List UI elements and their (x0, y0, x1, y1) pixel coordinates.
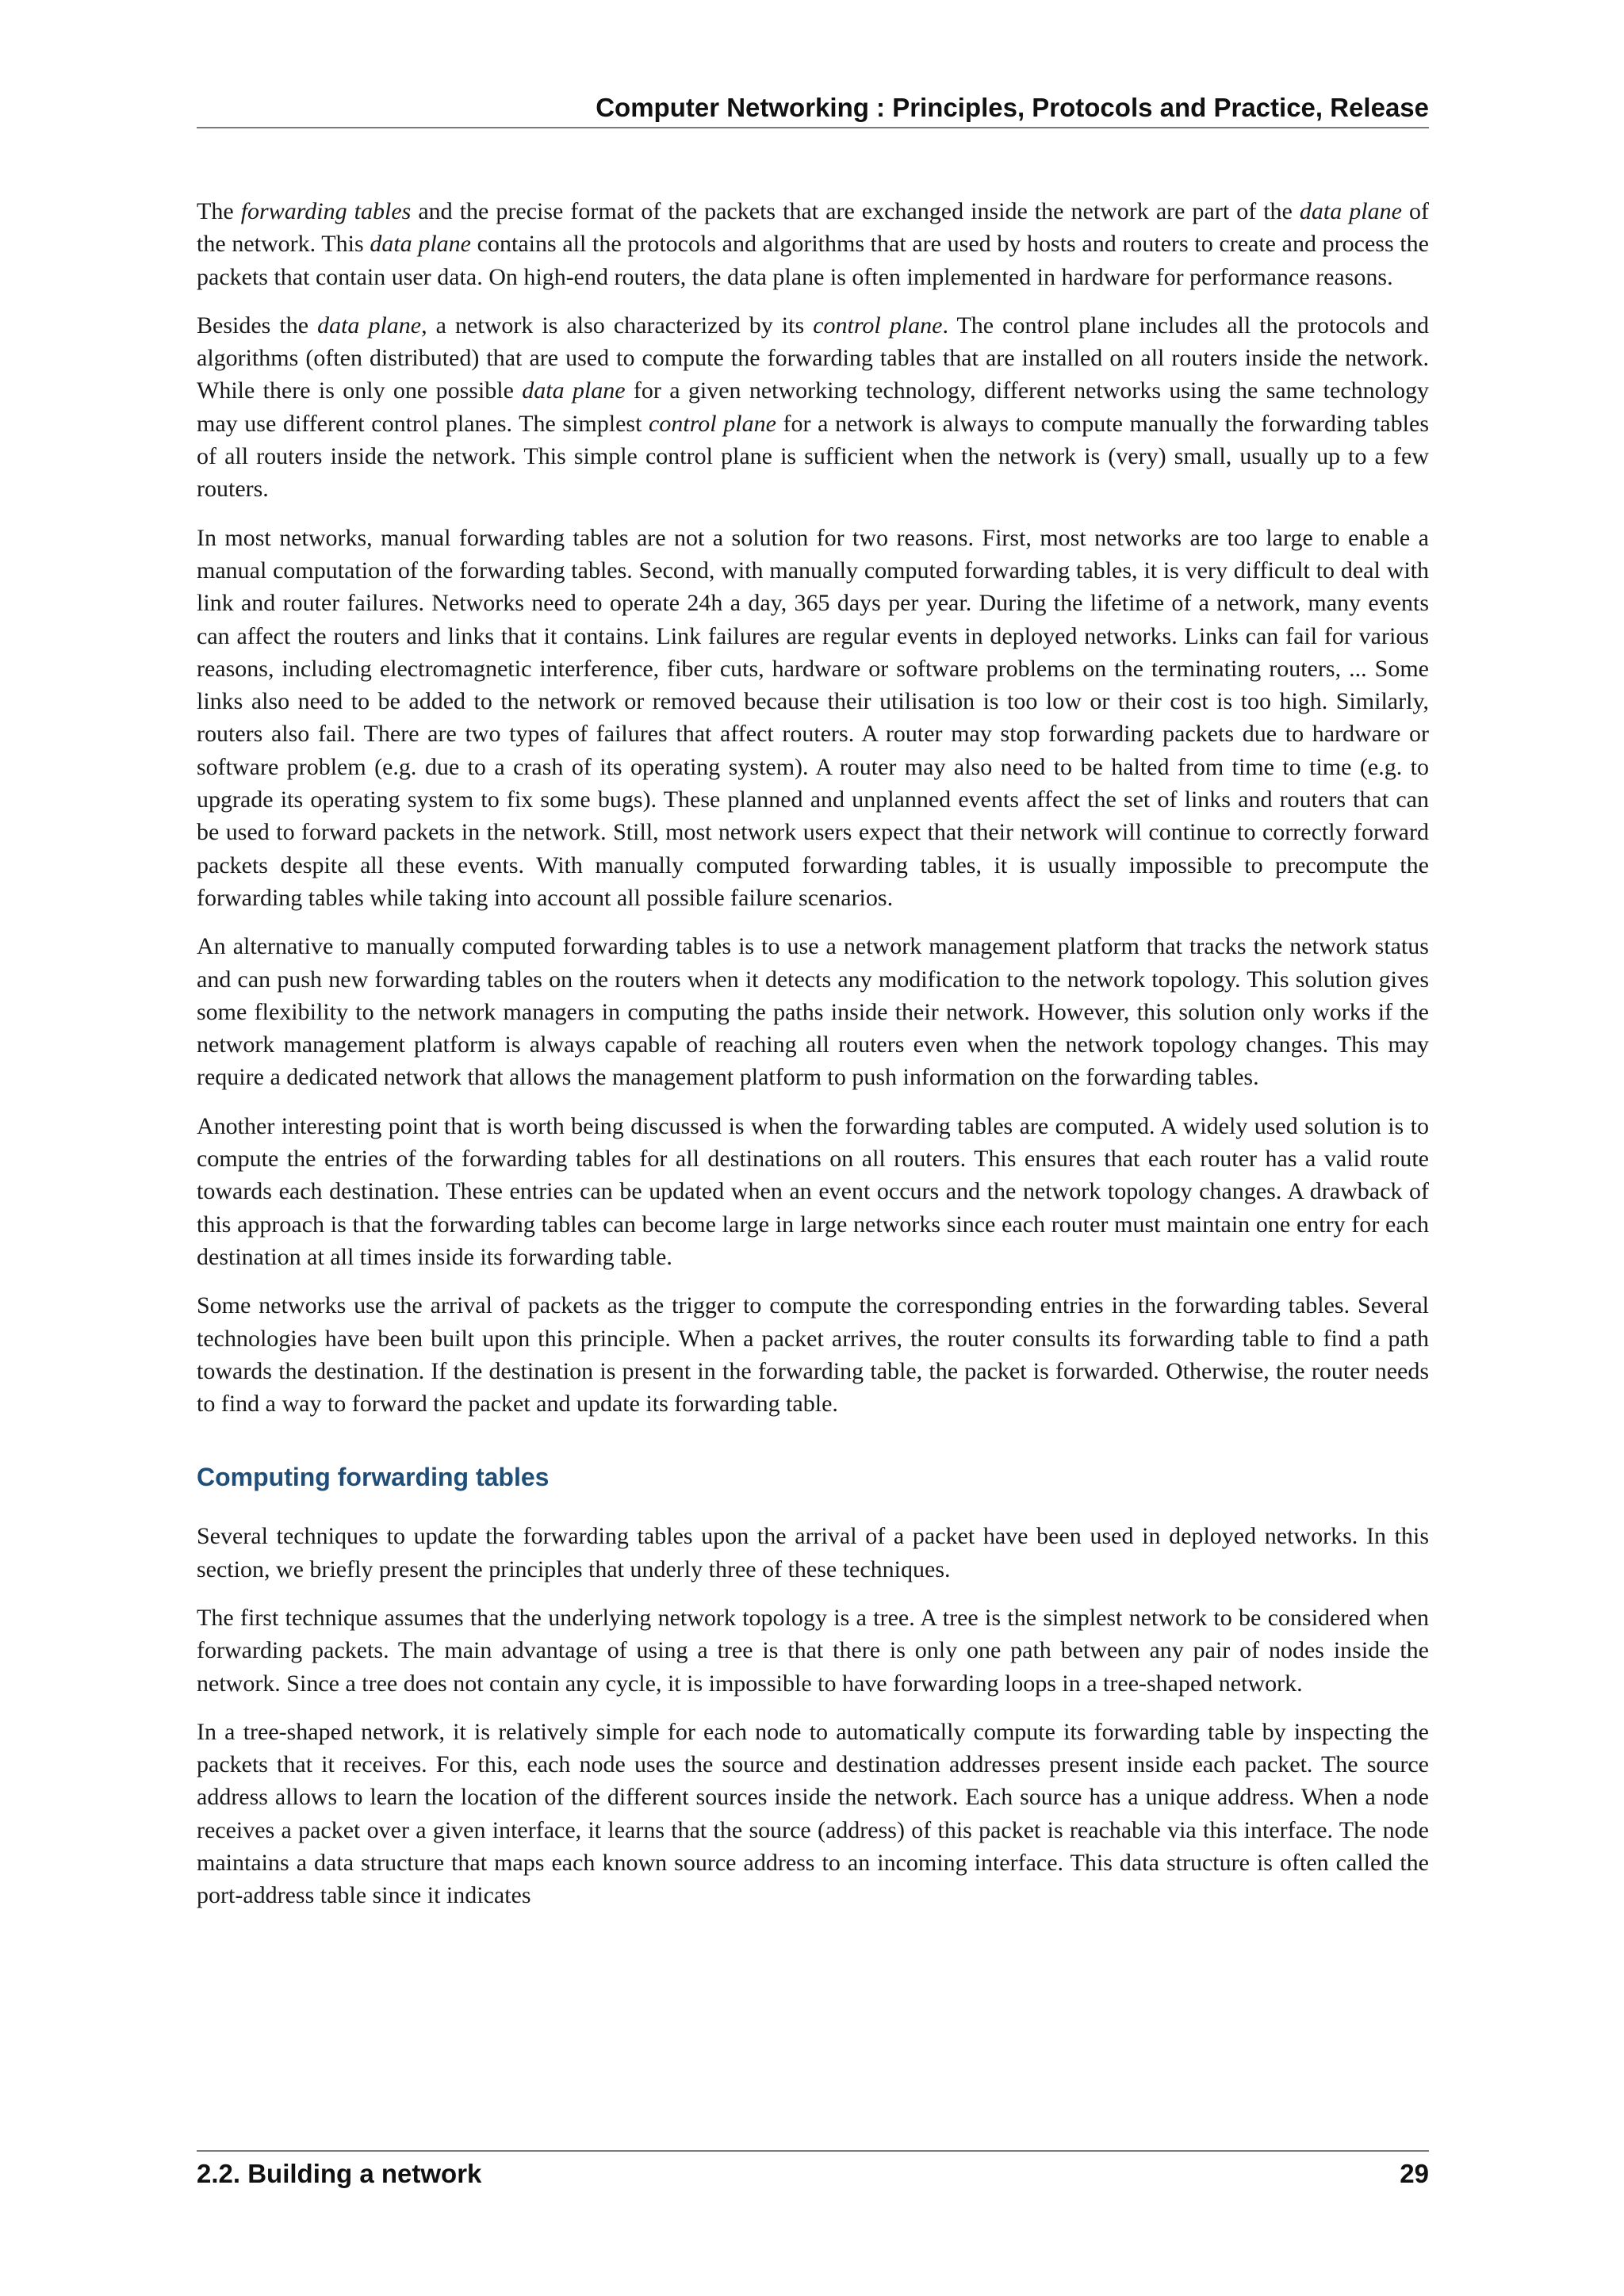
text-run: of the network. This (197, 198, 1429, 258)
paragraph-failures: In most networks, manual forwarding tables are not a solution for two reasons. First, most networks are too large to enable a manual computation of the forwarding tables. Second, with manually computed forwarding tables, it is very difficult to deal with link and router failures. Networks need to operate 24h a day, 365 days per year. During the lifetime of a network, many events can affect the routers and links that it contains. Link failures are regular events in deployed networks. Links can fail for various reasons, including electromagnetic interference, fiber cuts, hardware or software problems on the terminating routers, ... Some links also need to be added to the network or removed because their utilisation is too low or their cost is too high. Similarly, routers also fail. There are two types of failures that affect routers. A router may stop forwarding packets due to hardware or software problem (e.g. due to a crash of its operating system). A router may also need to be halted from time to time (e.g. to upgrade its operating system to fix some bugs). These planned and unplanned events affect the set of links and routers that can be used to forward packets in the network. Still, most network users expect that their network will continue to correctly forward packets despite all these events. With manually computed forwarding tables, it is usually impossible to precompute the forwarding tables while taking into account all possible failure scenarios. (197, 524, 1429, 911)
page-number: 29 (1400, 2159, 1429, 2188)
text-run: for a network is always to compute manually the forwarding tables of all routers inside the network. This simple control plane is sufficient when the network is (very) small, usually up to a few routers. (197, 410, 1429, 503)
emphasis: data plane (1299, 198, 1402, 224)
emphasis: control plane (813, 312, 943, 339)
paragraph-data-plane (197, 195, 1429, 293)
paragraph-tree-topology: The first technique assumes that the underlying network topology is a tree. A tree is the simplest network to be considered when forwarding packets. The main advantage of using a tree is that there is only one path between any pair of nodes inside the network. Since a tree does not contain any cycle, it is impossible to have forwarding loops in a tree-shaped network. (197, 1604, 1429, 1697)
emphasis: control plane (649, 410, 776, 437)
running-header (197, 89, 1429, 128)
emphasis: data plane (317, 312, 422, 339)
text-run: and the precise format of the packets that are exchanged inside the network are part of the (411, 198, 1300, 224)
text-run: contains all the protocols and algorithms that are used by hosts and routers to create and process the packets that contain user data. On high-end routers, the data plane is often implemented in hardware for performance reasons. (197, 231, 1429, 290)
emphasis: forwarding tables (240, 198, 412, 224)
text-run: Besides the (197, 312, 318, 339)
paragraph-techniques: Several techniques to update the forwarding tables upon the arrival of a packet have been used in deployed networks. In this section, we briefly present the principles that underly three of these techniques. (197, 1523, 1429, 1582)
emphasis: data plane (370, 231, 471, 258)
section-heading: Computing forwarding tables (197, 1463, 550, 1492)
header-title: Computer Networking : Principles, Protocols and Practice, Release (596, 93, 1429, 122)
paragraph-management-platform: An alternative to manually computed forwarding tables is to use a network management platform that tracks the network status and can push new forwarding tables on the routers when it detects any modification to the network topology. This solution gives some flexibility to the network managers in computing the paths inside their network. However, this solution only works if the network management platform is always capable of reaching all routers even when the network topology changes. This may require a dedicated network that allows the management platform to push information on the forwarding tables. (197, 933, 1429, 1091)
paragraph-tree-learning: In a tree-shaped network, it is relatively simple for each node to automatically compute its forwarding table by inspecting the packets that it receives. For this, each node uses the source and destination addresses present inside each packet. The source address allows to learn the location of the different sources inside the network. Each source has a unique address. When a node receives a packet over a given interface, it learns that the source (address) of this packet is reachable via this interface. The node maintains a data structure that maps each known source address to an incoming interface. This data structure is often called the port-address table since it indicates (197, 1718, 1429, 1909)
running-footer (197, 2150, 1429, 2196)
text-run: for a given networking technology, different networks using the same technology may use different control planes. The simplest (197, 377, 1429, 437)
text-run: , a network is also characterized by its (421, 312, 814, 339)
footer-section-title: 2.2. Building a network (197, 2159, 482, 2188)
paragraph-computation-timing: Another interesting point that is worth being discussed is when the forwarding tables are computed. A widely used solution is to compute the entries of the forwarding tables for all destinations on all routers. This ensures that each router has a valid route towards each destination. These entries can be updated when an event occurs and the network topology changes. A drawback of this approach is that the forwarding tables can become large in large networks since each router must maintain one entry for each destination at all times inside its forwarding table. (197, 1112, 1429, 1270)
document-page (197, 0, 1429, 2296)
paragraph-packet-trigger: Some networks use the arrival of packets as the trigger to compute the corresponding entries in the forwarding tables. Several technologies have been built upon this principle. When a packet arrives, the router consults its forwarding table to find a path towards the destination. If the destination is present in the forwarding table, the packet is forwarded. Otherwise, the router needs to find a way to forward the packet and update its forwarding table. (197, 1292, 1429, 1418)
emphasis: data plane (522, 377, 626, 404)
text-run: . The control plane includes all the protocols and algorithms (often distributed) that are used to compute the forwarding tables that are installed on all routers inside the network. While there is only one possible (197, 312, 1429, 404)
page-content (197, 195, 1429, 1928)
paragraph-control-plane (197, 309, 1429, 506)
text-run: The (197, 198, 241, 224)
